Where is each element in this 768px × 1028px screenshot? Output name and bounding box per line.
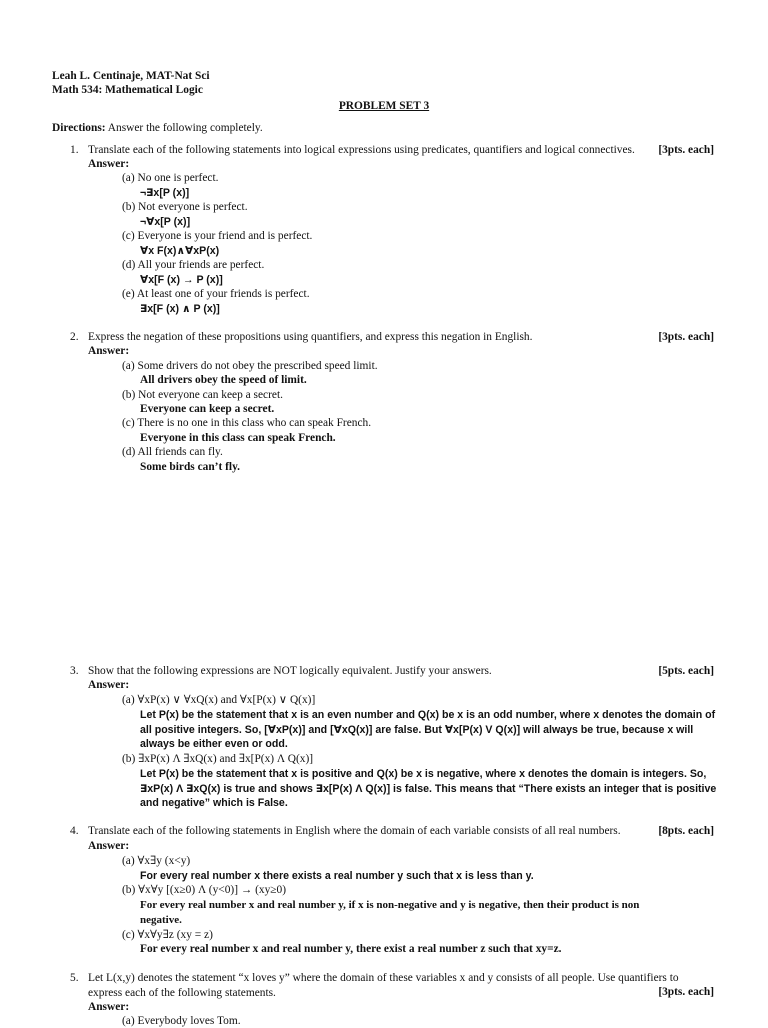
q2-answer-a: All drivers obey the speed of limit. <box>140 374 307 386</box>
q4-answer-a: For every real number x there exists a real number y such that x is less than y. <box>140 870 534 882</box>
page-title: PROBLEM SET 3 <box>338 100 430 112</box>
q2-item-a: (a) Some drivers do not obey the prescribed speed limit. <box>122 360 378 372</box>
q2-answer-d: Some birds can’t fly. <box>140 461 240 473</box>
q1-answer-a: ¬∃x[P (x)] <box>140 187 190 199</box>
q3-item-a: (a) ∀xP(x) ∨ ∀xQ(x) and ∀x[P(x) ∨ Q(x)] <box>122 694 316 706</box>
q3-text: Show that the following expressions are NOT logically equivalent. Justify your answers. <box>88 665 492 677</box>
q2-answer-b: Everyone can keep a secret. <box>140 403 275 415</box>
q2-answer-c: Everyone in this class can speak French. <box>140 432 336 444</box>
q2-text: Express the negation of these propositions using quantifiers, and express this negation in English. <box>88 331 533 343</box>
q1-points: [3pts. each] <box>658 144 714 156</box>
q2-answer-label: Answer: <box>88 345 130 357</box>
directions: Directions: Answer the following completely. <box>52 122 263 134</box>
q3-item-b: (b) ∃xP(x) Λ ∃xQ(x) and ∃x[P(x) Λ Q(x)] <box>122 753 314 765</box>
q5-text: Let L(x,y) denotes the statement “x loves y” where the domain of these variables x and y consists of all people. Use quantifiers to express each of the following statements. <box>88 972 679 999</box>
author-line: Leah L. Centinaje, MAT-Nat Sci <box>52 70 210 82</box>
q1-answer-label: Answer: <box>88 158 130 170</box>
q2-item-b: (b) Not everyone can keep a secret. <box>122 389 283 401</box>
q4-item-b: (b) ∀x∀y [(x≥0) Λ (y<0)] → (xy≥0) <box>122 884 287 896</box>
q3-answer-b: Let P(x) be the statement that x is positive and Q(x) be x is negative, where x denotes the domain is integers. So, ∃xP(x) Λ ∃xQ(x) is true and shows ∃x[P(x) Λ Q(x)] is false. This means that “There exists an integer that is positive and negative” which is False. <box>140 768 717 810</box>
q3-answer-label: Answer: <box>88 679 130 691</box>
q1-answer-e: ∃x[F (x) ∧ P (x)] <box>140 303 220 315</box>
q4-answer-label: Answer: <box>88 840 130 852</box>
q1-text: Translate each of the following statements into logical expressions using predicates, quantifiers and logical connectives. <box>88 144 635 156</box>
q4-number: 4. <box>70 825 79 837</box>
q3-number: 3. <box>70 665 79 677</box>
q4-item-c: (c) ∀x∀y∃z (xy = z) <box>122 929 213 941</box>
q2-item-c: (c) There is no one in this class who can speak French. <box>122 417 372 429</box>
q2-number: 2. <box>70 331 79 343</box>
q4-text: Translate each of the following statements in English where the domain of each variable consists of all real numbers. <box>88 825 621 837</box>
q4-answer-b: For every real number x and real number y, if x is non-negative and y is negative, then their product is non negative. <box>140 899 640 926</box>
q1-answer-d: ∀x[F (x) → P (x)] <box>140 274 223 286</box>
q1-item-c: (c) Everyone is your friend and is perfect. <box>122 230 313 242</box>
q1-item-b: (b) Not everyone is perfect. <box>122 201 248 213</box>
q1-number: 1. <box>70 144 79 156</box>
q1-item-e: (e) At least one of your friends is perfect. <box>122 288 310 300</box>
q1-answer-b: ¬∀x[P (x)] <box>140 216 191 228</box>
q2-item-d: (d) All friends can fly. <box>122 446 223 458</box>
q5-item-a: (a) Everybody loves Tom. <box>122 1015 241 1027</box>
q3-points: [5pts. each] <box>658 665 714 677</box>
q1-item-d: (d) All your friends are perfect. <box>122 259 265 271</box>
course-line: Math 534: Mathematical Logic <box>52 84 203 96</box>
q2-points: [3pts. each] <box>658 331 714 343</box>
q4-item-a: (a) ∀x∃y (x<y) <box>122 855 191 867</box>
q1-answer-c: ∀x F(x)∧∀xP(x) <box>140 245 220 257</box>
q1-item-a: (a) No one is perfect. <box>122 172 219 184</box>
q4-answer-c: For every real number x and real number y, there exist a real number z such that xy=z. <box>140 943 562 955</box>
q5-points: [3pts. each] <box>658 986 714 998</box>
q4-points: [8pts. each] <box>658 825 714 837</box>
q5-number: 5. <box>70 972 79 984</box>
q5-answer-label: Answer: <box>88 1001 130 1013</box>
q3-answer-a: Let P(x) be the statement that x is an even number and Q(x) be x is an odd number, where x denotes the domain of all positive integers. So, [∀xP(x)] and [∀xQ(x)] are false. But ∀x[P(x) V Q(x)] will always be true, because x will always be either even or odd. <box>140 709 716 751</box>
